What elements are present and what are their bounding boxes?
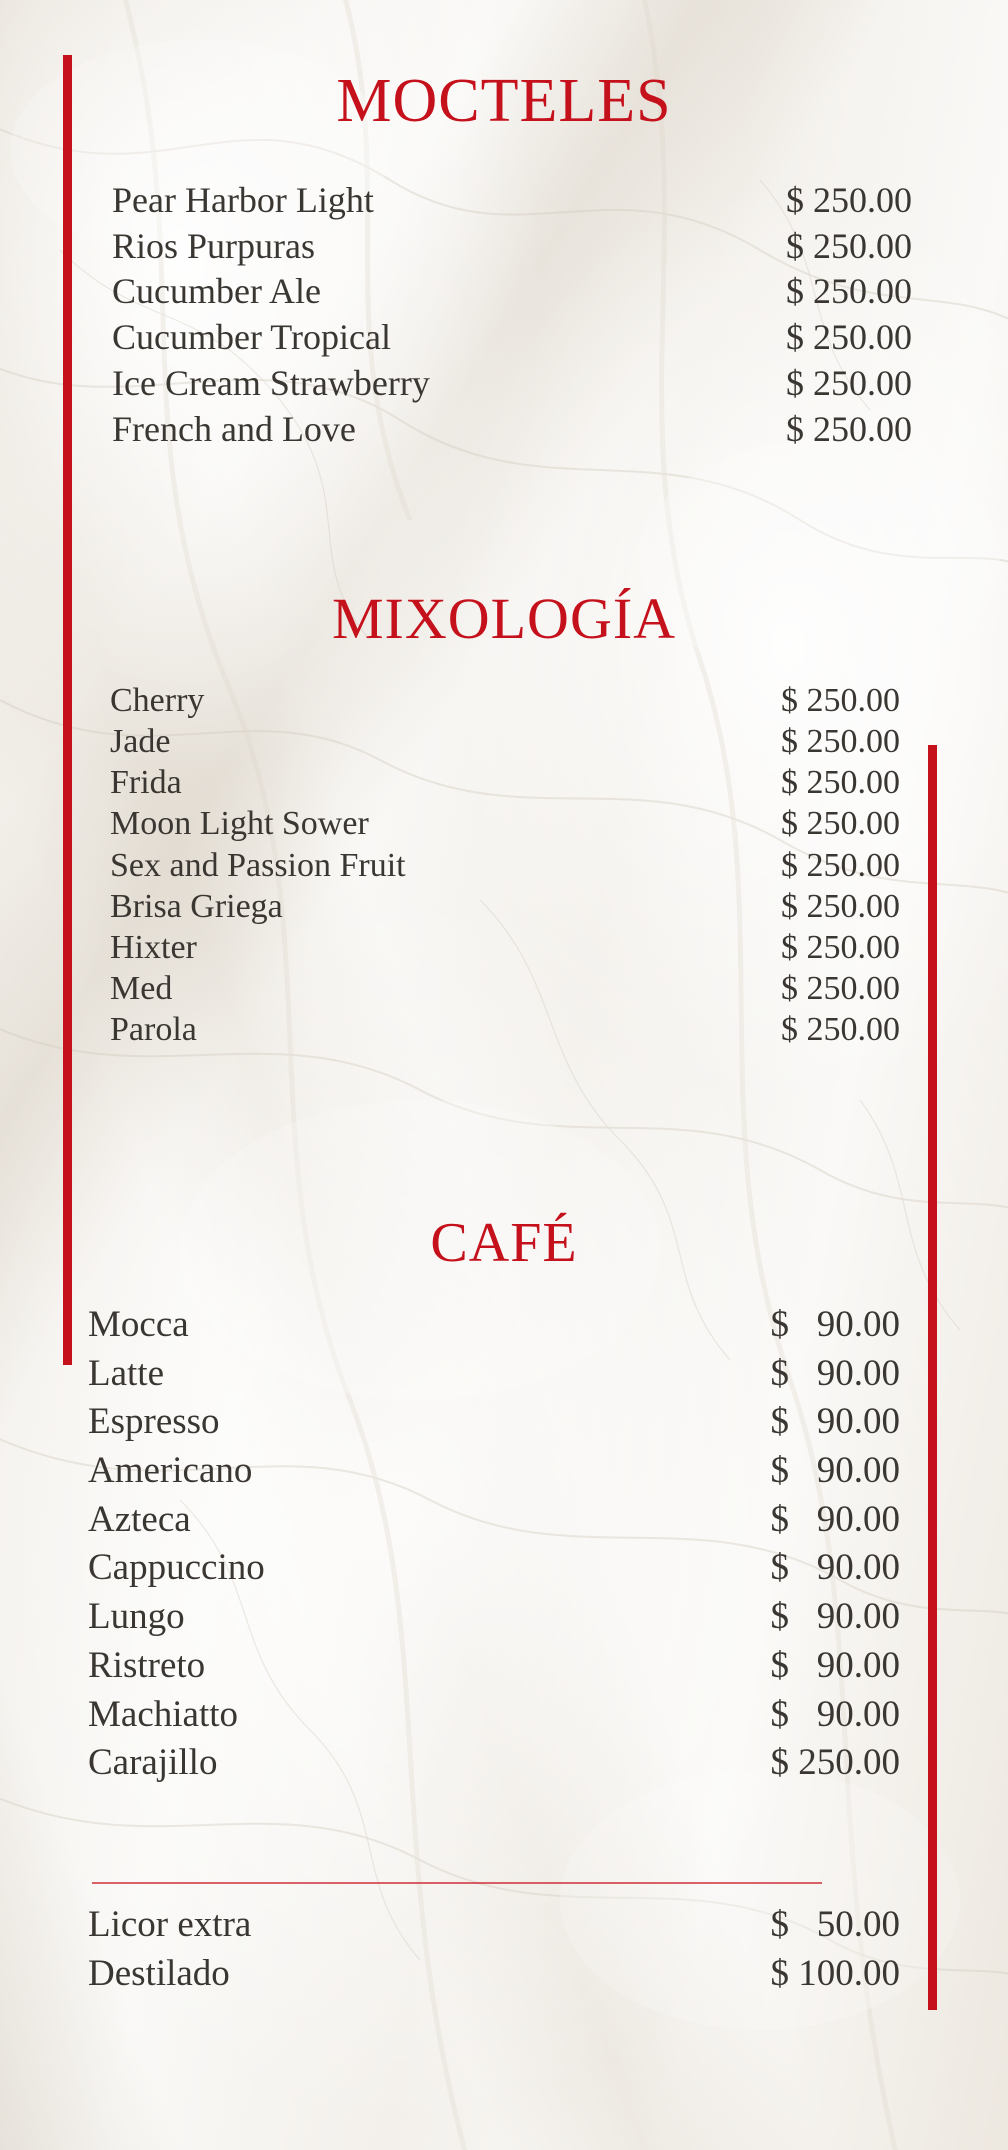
item-price: $ 90.00 [770,1498,900,1540]
menu-item-row [112,269,912,315]
item-name: Jade [110,723,171,761]
item-name: Pear Harbor Light [112,180,374,220]
menu-item-row [88,1743,900,1784]
section-title-cafe: CAFÉ [430,1212,578,1274]
item-name: Espresso [88,1401,220,1443]
item-price: $ 250.00 [786,225,912,266]
menu-item-row [112,224,912,270]
item-name: Lungo [88,1596,185,1638]
menu-item-row [88,1646,900,1687]
menu-item-row [88,1305,900,1346]
item-price: $ 90.00 [770,1401,900,1443]
menu-list-mocteles [112,178,912,452]
item-name: Ristreto [88,1644,206,1686]
menu-item-row [110,721,900,762]
item-price: $ 90.00 [770,1644,900,1686]
item-name: Licor extra [88,1904,252,1945]
menu-list-extras [88,1905,900,2002]
menu-item-row [88,1402,900,1443]
menu-item-row [110,762,900,803]
item-name: Cucumber Ale [112,271,321,312]
menu-item-row [110,927,900,968]
item-price: $ 250.00 [781,887,900,925]
item-price: $ 90.00 [770,1450,900,1492]
item-price: $ 250.00 [786,271,912,312]
item-price: $ 100.00 [770,1952,900,1994]
item-name: Brisa Griega [110,887,283,925]
section-title-mocteles: MOCTELES [336,67,672,135]
menu-item-row [88,1695,900,1736]
menu-item-row [112,407,912,453]
menu-item-row [112,315,912,361]
item-name: French and Love [112,408,356,449]
menu-item-row [110,803,900,844]
item-price: $ 250.00 [781,682,900,719]
item-name: Cucumber Tropical [112,317,391,358]
item-price: $ 250.00 [781,846,900,884]
item-name: Latte [88,1352,165,1394]
menu-item-row [88,1451,900,1492]
right-accent-bar [928,745,937,2010]
menu-list-cafe [88,1305,900,1792]
section-title-mixologia: MIXOLOGÍA [331,586,677,651]
item-price: $ 250.00 [781,723,900,761]
item-name: Americano [88,1450,253,1492]
item-name: Rios Purpuras [112,225,316,266]
item-name: Azteca [88,1498,191,1540]
item-name: Ice Cream Strawberry [112,362,430,403]
item-price: $ 90.00 [770,1304,900,1345]
item-price: $ 250.00 [781,764,900,802]
item-name: Carajillo [88,1742,218,1784]
item-name: Destilado [88,1952,230,1994]
item-price: $ 250.00 [786,180,912,220]
item-name: Hixter [110,928,197,966]
item-price: $ 250.00 [781,805,900,843]
menu-item-row [110,1009,900,1050]
item-price: $ 50.00 [770,1904,900,1945]
item-price: $ 250.00 [781,969,900,1007]
menu-item-row [88,1548,900,1589]
left-accent-bar [63,55,72,1365]
menu-item-row [88,1905,900,1946]
menu-item-row [112,178,912,224]
item-price: $ 250.00 [781,1011,900,1048]
menu-item-row [88,1354,900,1395]
item-price: $ 250.00 [786,362,912,403]
item-name: Cappuccino [88,1547,265,1589]
menu-item-row [110,968,900,1009]
item-price: $ 250.00 [786,317,912,358]
extras-divider [92,1882,822,1884]
item-price: $ 250.00 [770,1742,900,1784]
menu-item-row [112,361,912,407]
item-name: Med [110,969,173,1007]
item-price: $ 250.00 [781,928,900,966]
item-price: $ 90.00 [770,1693,900,1735]
menu-item-row [110,886,900,927]
item-price: $ 90.00 [770,1352,900,1394]
item-name: Cherry [110,682,205,719]
item-price: $ 250.00 [786,408,912,449]
menu-item-row [88,1954,900,1995]
item-name: Frida [110,764,182,802]
menu-item-row [110,845,900,886]
item-name: Machiatto [88,1693,239,1735]
item-name: Mocca [88,1304,189,1345]
item-name: Moon Light Sower [110,805,369,843]
item-price: $ 90.00 [770,1547,900,1589]
menu-item-row [88,1500,900,1541]
item-price: $ 90.00 [770,1596,900,1638]
menu-list-mixologia [110,680,900,1050]
item-name: Sex and Passion Fruit [110,846,406,884]
menu-item-row [110,680,900,721]
menu-item-row [88,1597,900,1638]
item-name: Parola [110,1011,197,1048]
